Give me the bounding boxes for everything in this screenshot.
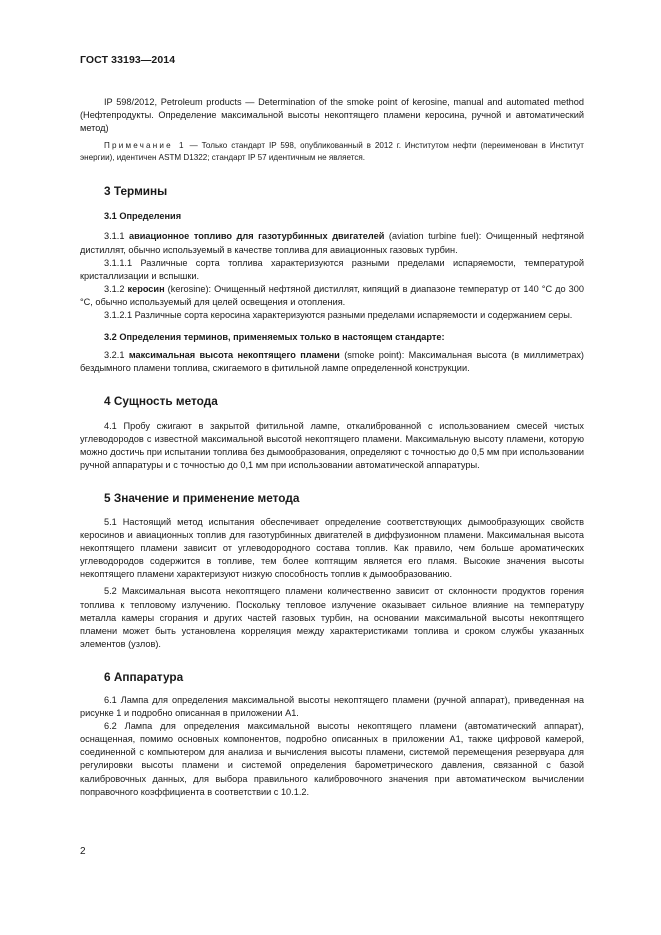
para-number: 3.1.2 <box>104 283 128 294</box>
intro-reference: IP 598/2012, Petroleum products — Determination of the smoke point of kerosine, manual and automated method (Нефтепродукты. Определение максимальной высоты некоптящего пламени керосина, ручной и автоматический метод) <box>80 97 584 134</box>
para-3-1-2 <box>80 283 584 309</box>
para-3-1-2-1: 3.1.2.1 Различные сорта керосина характеризуются разными пределами испаряемости и содержанием серы. <box>104 310 573 321</box>
para-5-1: 5.1 Настоящий метод испытания обеспечивает определение соответствующих дымообразующих свойств керосинов и авиационных топлив для газотурбинных двигателей в диффузионном пламени. Максимальная высота некоптящего пламени зависит от углеводородного состава топлив. Как правило, чем больше ароматических углеводородов содержится в топливе, тем более коптящим является его пламя. Высокие значения высоты некоптящего пламени характеризуют низкую способность топлив к дымообразованию. <box>80 516 584 580</box>
note-label: Примечание 1 <box>104 141 186 151</box>
para-text: (kerosine): Очищенный нефтяной дистиллят, кипящий в диапазоне температур от 140 °С до 300 °С, обычно используемый для целей освещения и отопления. <box>80 283 584 307</box>
subsection-3-1-heading: 3.1 Определения <box>104 211 182 222</box>
note-text: — Только стандарт IP 598, опубликованный в 2012 г. Институтом нефти (переименован в Институт энергии), идентичен ASTM D1322; стандарт IP 57 идентичным не является. <box>80 141 585 163</box>
para-6-2: 6.2 Лампа для определения максимальной высоты некоптящего пламени (автоматический аппарат), оснащенная, помимо основных компонентов, подробно описанных в приложении А1, также цифровой камерой, соединенной с компьютером для анализа и вычисления высоты пламени, системой перемещения резервуара для регулировки высоты пламени и системой определения барометрического давления, связанной с базой калибровочных данных, для выбора правильного калибровочного значения при автоматическом вычислении поправочного коэффициента в соответствии с 10.1.2. <box>80 721 584 797</box>
para-number: 3.2.1 <box>104 350 129 361</box>
para-text: (aviation turbine fuel): Очищенный нефтяной дистиллят, обычно используемый в качестве топлива для авиационных газовых турбин. <box>80 231 584 255</box>
para-4-1: 4.1 Пробу сжигают в закрытой фитильной лампе, откалиброванной с использованием смесей чистых углеводородов с известной максимальной высотой некоптящего пламени. Максимальную высоту пламени, которую можно достичь при испытании топлива без дымообразования, определяют с точностью до 0,5 мм при использовании ручной аппаратуры и с точностью до 0,1 мм при использовании автоматической аппаратуры. <box>80 420 584 470</box>
term-smoke-point: максимальная высота некоптящего пламени <box>128 350 340 361</box>
para-text: (smoke point): Максимальная высота (в миллиметрах) бездымного пламени топлива, сжигаемого в фитильной лампе определенной конструкции. <box>80 350 584 374</box>
document-header: ГОСТ 33193—2014 <box>80 54 176 66</box>
para-3-1-1-1: 3.1.1.1 Различные сорта топлива характеризуются разными пределами испаряемости, температурой кристаллизации и вспышки. <box>80 257 584 281</box>
term-kerosine: керосин <box>127 283 165 294</box>
page-number: 2 <box>80 846 86 857</box>
para-number: 3.1.1 <box>104 231 130 242</box>
para-3-1-1 <box>80 230 584 256</box>
section-5-heading: 5 Значение и применение метода <box>104 490 300 505</box>
para-5-2: 5.2 Максимальная высота некоптящего пламени количественно зависит от склонности продуктов горения топлива к тепловому излучению. Поскольку тепловое излучение оказывает сильное влияние на температуру металла камеры сгорания и других частей газовых турбин, на основании максимальной высоты некоптящего пламени может быть установлена корреляция между характеристиками топлива и сроком службы указанных элементов (узлов). <box>80 586 584 649</box>
document-body <box>80 96 584 799</box>
para-3-2-1 <box>80 349 584 375</box>
section-6-heading: 6 Аппаратура <box>104 669 184 684</box>
intro-note <box>80 140 584 164</box>
section-3-heading: 3 Термины <box>104 184 168 199</box>
subsection-3-2-heading: 3.2 Определения терминов, применяемых только в настоящем стандарте: <box>104 332 445 343</box>
term-aviation-fuel: авиационное топливо для газотурбинных двигателей <box>129 231 385 242</box>
para-6-1: 6.1 Лампа для определения максимальной высоты некоптящего пламени (ручной аппарат), приведенная на рисунке 1 и подробно описанная в приложении А1. <box>80 695 584 719</box>
section-4-heading: 4 Сущность метода <box>104 394 218 409</box>
